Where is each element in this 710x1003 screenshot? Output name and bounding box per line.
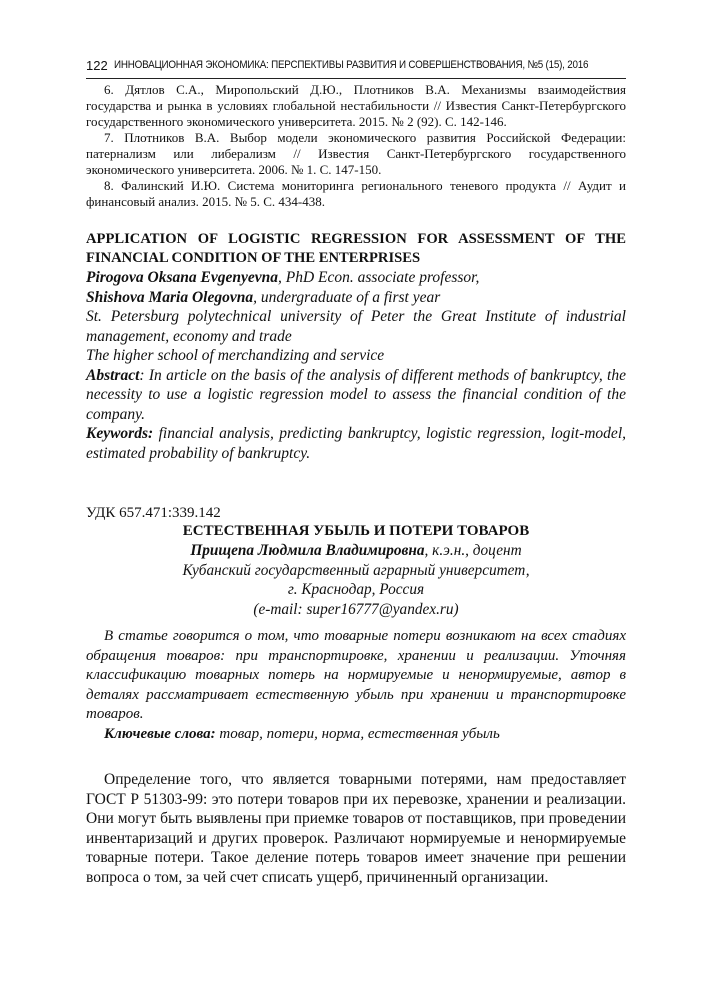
page-number: 122 bbox=[86, 58, 108, 73]
keywords-label: Ключевые слова: bbox=[104, 725, 216, 742]
reference-item: 6. Дятлов С.А., Миропольский Д.Ю., Плотников В.А. Механизмы взаимодействия государства и рынка в условиях глобальной нестабильности // Известия Санкт-Петербургского государственного экономического университета. 2015. № 2 (92). С. 142-146. bbox=[86, 82, 626, 129]
journal-title: ИННОВАЦИОННАЯ ЭКОНОМИКА: ПЕРСПЕКТИВЫ РАЗВИТИЯ И СОВЕРШЕНСТВОВАНИЯ, №5 (15), 2016 bbox=[114, 59, 589, 71]
reference-list bbox=[86, 82, 626, 210]
english-keywords bbox=[86, 424, 626, 463]
author-info: , undergraduate of a first year bbox=[253, 288, 441, 306]
email: (e-mail: super16777@yandex.ru) bbox=[253, 600, 459, 618]
abstract-text: : In article on the basis of the analysis of different methods of bankruptcy, the necessity to use a logistic regression model to assess the financial condition of the company. bbox=[86, 366, 626, 423]
author-line-1 bbox=[86, 268, 626, 288]
russian-abstract: В статье говорится о том, что товарные потери возникают на всех стадиях обращения товаров: при транспортировке, хранении и реализации. Уточняя классификацию товарных потерь на нормируемые и ненормируемые, автор в деталях рассматривает естественную убыль при хранении и транспортировке товаров. bbox=[86, 628, 626, 722]
reference-item: 7. Плотников В.А. Выбор модели экономического развития Российской Федерации: патернализм или либерализм // Известия Санкт-Петербургского государственного экономического университета. 2006. № 1. С. 147-150. bbox=[86, 130, 626, 177]
udk-code: УДК 657.471:339.142 bbox=[86, 505, 221, 521]
english-article-meta bbox=[86, 268, 626, 463]
russian-keywords bbox=[86, 725, 626, 745]
author-name: Pirogova Oksana Evgenyevna bbox=[86, 269, 279, 286]
author-name: Shishova Maria Olegovna bbox=[86, 288, 254, 306]
affiliation: St. Petersburg polytechnical university of Peter the Great Institute of industrial management, economy and trade bbox=[86, 308, 626, 345]
affiliation: The higher school of merchandizing and service bbox=[86, 347, 385, 364]
reference-item: 8. Фалинский И.Ю. Система мониторинга регионального теневого продукта // Аудит и финансовый анализ. 2015. № 5. С. 434-438. bbox=[86, 178, 626, 209]
author-info: , PhD Econ. associate professor, bbox=[278, 269, 480, 286]
english-abstract bbox=[86, 366, 626, 425]
running-header bbox=[86, 56, 626, 79]
russian-author-line bbox=[86, 541, 626, 561]
university: Кубанский государственный аграрный университет, bbox=[182, 561, 530, 579]
author-name: Прищепа Людмила Владимировна bbox=[190, 542, 425, 559]
russian-article-title: ЕСТЕСТВЕННАЯ УБЫЛЬ И ПОТЕРИ ТОВАРОВ bbox=[182, 523, 530, 539]
author-info: , к.э.н., доцент bbox=[424, 542, 522, 559]
author-line-2 bbox=[86, 288, 626, 308]
english-article-title: APPLICATION OF LOGISTIC REGRESSION FOR ASSESSMENT OF THE FINANCIAL CONDITION OF THE ENTERPRISES bbox=[86, 231, 626, 266]
abstract-label: Abstract bbox=[86, 366, 140, 384]
keywords-label: Keywords: bbox=[86, 425, 154, 442]
journal-page bbox=[86, 56, 626, 887]
keywords-text: товар, потери, норма, естественная убыль bbox=[215, 725, 500, 742]
body-paragraph: Определение того, что является товарными потерями, нам предоставляет ГОСТ Р 51303-99: это потери товаров при их перевозке, хранении и реализации. Они могут быть выявлены при приемке товаров от поставщиков, при проведении инвентаризаций и других проверок. Различают нормируемые и ненормируемые товарные потери. Такое деление потерь товаров имеет значение при решении вопроса о том, за чей счет списать ущерб, причиненный организации. bbox=[86, 771, 626, 886]
keywords-text: financial analysis, predicting bankruptcy, logistic regression, logit-model, estimated probability of bankruptcy. bbox=[86, 425, 626, 462]
city: г. Краснодар, Россия bbox=[287, 581, 425, 598]
